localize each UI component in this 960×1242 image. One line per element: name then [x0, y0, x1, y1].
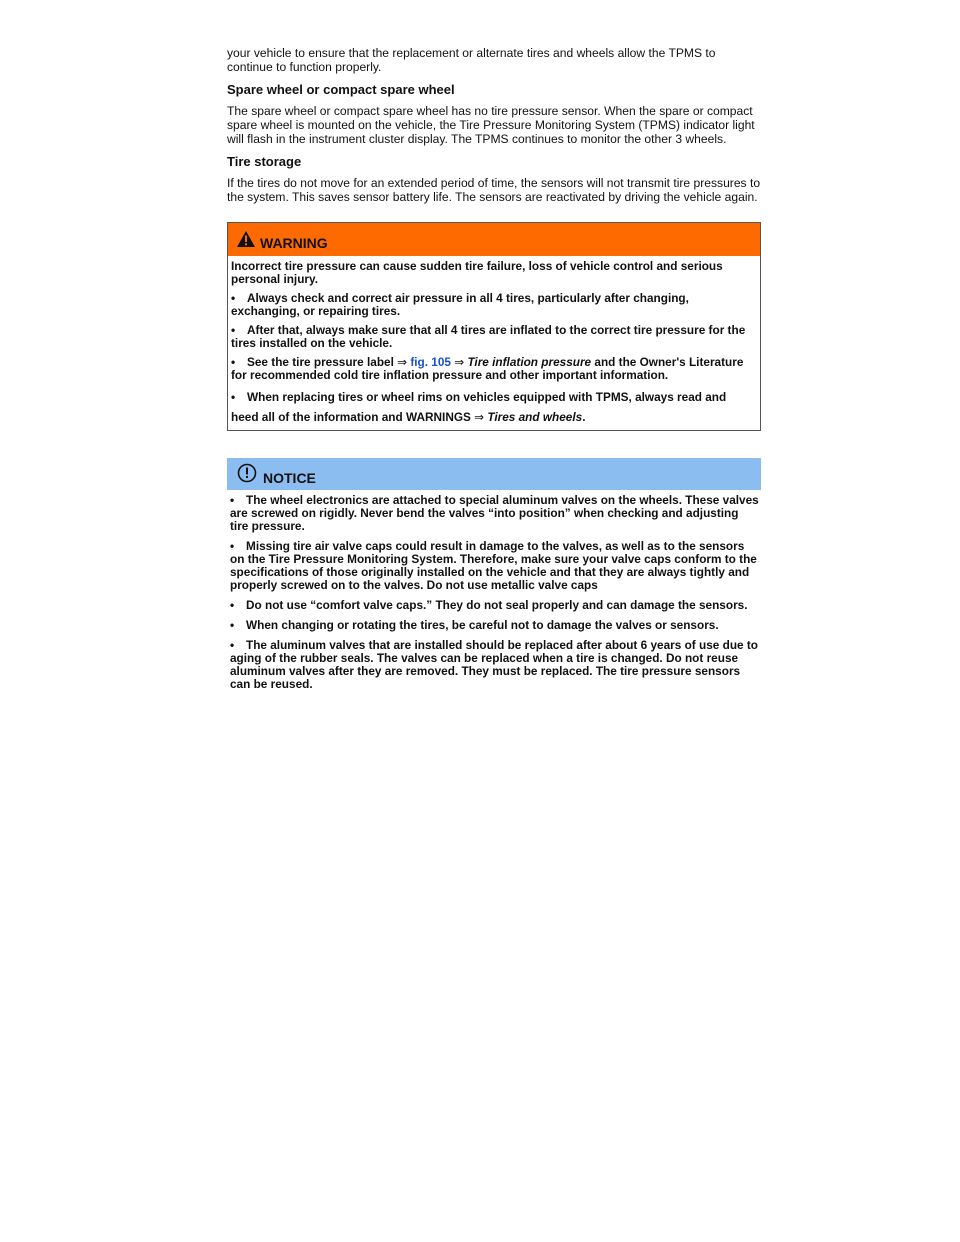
bullet-glyph: •	[230, 539, 235, 553]
bullet-glyph: •	[231, 390, 236, 404]
tire-inflation-pressure-link[interactable]	[467, 355, 591, 369]
warning-bullet-4	[231, 388, 757, 426]
bullet-glyph: •	[230, 638, 235, 652]
arrow-icon: ⇒	[454, 355, 465, 369]
warning-title: WARNING	[260, 235, 328, 251]
tire-inflation-pressure-text: Tire inflation pressure	[467, 355, 592, 369]
bullet-glyph: •	[231, 355, 236, 369]
notice-bullet-text: Do not use “comfort valve caps.” They do not seal properly and can damage the sensors.	[246, 598, 748, 612]
notice-bullet-text: The aluminum valves that are installed should be replaced after about 6 years of use due to aging of the rubber seals. The valves can be replaced when a tire is changed. Do not reuse aluminum valves after they are removed. They must be replaced. The tire pressure sensors can be reused.	[230, 638, 758, 691]
warning-bullet-4-line2	[231, 408, 757, 426]
intro-paragraph: your vehicle to ensure that the replacement or alternate tires and wheels allow the TPMS to continue to function properly.	[227, 46, 716, 74]
notice-bullet-text: The wheel electronics are attached to special aluminum valves on the wheels. These valves are screwed on rigidly. Never bend the valves “into position” when checking and adjusting tire pressure.	[230, 493, 759, 533]
warning-body	[228, 256, 760, 430]
notice-bullet-1	[230, 494, 759, 533]
manual-page	[227, 46, 761, 698]
warning-bullet-4-line2-text: heed all of the information and WARNINGS	[231, 410, 475, 424]
notice-exclamation-circle-icon	[237, 463, 257, 488]
warning-bullet-1	[231, 292, 757, 318]
warning-bullet-3-pre: See the tire pressure label	[247, 355, 398, 369]
warning-bullet-4-end: .	[582, 410, 586, 424]
warning-bullet-2	[231, 324, 757, 350]
notice-header	[227, 458, 761, 490]
warning-bullet-4-line1: When replacing tires or wheel rims on vehicles equipped with TPMS, always read and	[247, 390, 727, 404]
tires-and-wheels-link[interactable]	[487, 410, 582, 424]
section-body-spare-wheel: The spare wheel or compact spare wheel has no tire pressure sensor. When the spare or compact spare wheel is mounted on the vehicle, the Tire Pressure Monitoring System (TPMS) indicator light will flash in the instrument cluster display. The TPMS continues to monitor the other 3 wheels.	[227, 104, 755, 146]
section-heading-tire-storage: Tire storage	[227, 154, 302, 169]
notice-body	[227, 490, 761, 691]
notice-bullet-5	[230, 639, 759, 691]
warning-bullet-3-post: and the Owner's Literature for recommended cold tire inflation pressure and other important information.	[231, 355, 744, 382]
section-body-tire-storage: If the tires do not move for an extended period of time, the sensors will not transmit tire pressures to the system. This saves sensor battery life. The sensors are reactivated by driving the vehicle again.	[227, 176, 761, 204]
tires-and-wheels-text: Tires and wheels	[487, 410, 583, 424]
bullet-glyph: •	[231, 291, 236, 305]
warning-box	[227, 222, 761, 431]
bullet-glyph: •	[230, 493, 235, 507]
warning-triangle-icon	[237, 231, 255, 252]
warning-bullet-3	[231, 356, 757, 382]
notice-bullet-2	[230, 540, 759, 592]
arrow-icon: ⇒	[397, 355, 408, 369]
warning-header	[228, 223, 760, 256]
notice-bullet-text: Missing tire air valve caps could result in damage to the valves, as well as to the sensors on the Tire Pressure Monitoring System. Therefore, make sure your valve caps conform to the specifications of those originally installed on the vehicle and that they are always tightly and properly screwed on to the valves. Do not use metallic valve caps	[230, 539, 757, 592]
bullet-glyph: •	[231, 323, 236, 337]
warning-bullet-1-text: Always check and correct air pressure in all 4 tires, particularly after changing, exchanging, or repairing tires.	[231, 291, 689, 318]
warning-bullet-2-text: After that, always make sure that all 4 tires are inflated to the correct tire pressure for the tires installed on the vehicle.	[231, 323, 746, 350]
warning-lead: Incorrect tire pressure can cause sudden tire failure, loss of vehicle control and serious personal injury.	[231, 259, 723, 286]
fig-105-link[interactable]: fig. 105	[410, 355, 451, 369]
bullet-glyph: •	[230, 618, 235, 632]
notice-bullet-3	[230, 599, 759, 612]
bullet-glyph: •	[230, 598, 235, 612]
section-heading-spare-wheel: Spare wheel or compact spare wheel	[227, 82, 455, 97]
notice-box	[227, 458, 761, 691]
arrow-icon: ⇒	[474, 410, 485, 424]
notice-bullet-4	[230, 619, 759, 632]
notice-bullet-text: When changing or rotating the tires, be careful not to damage the valves or sensors.	[246, 618, 719, 632]
notice-title: NOTICE	[263, 470, 316, 486]
